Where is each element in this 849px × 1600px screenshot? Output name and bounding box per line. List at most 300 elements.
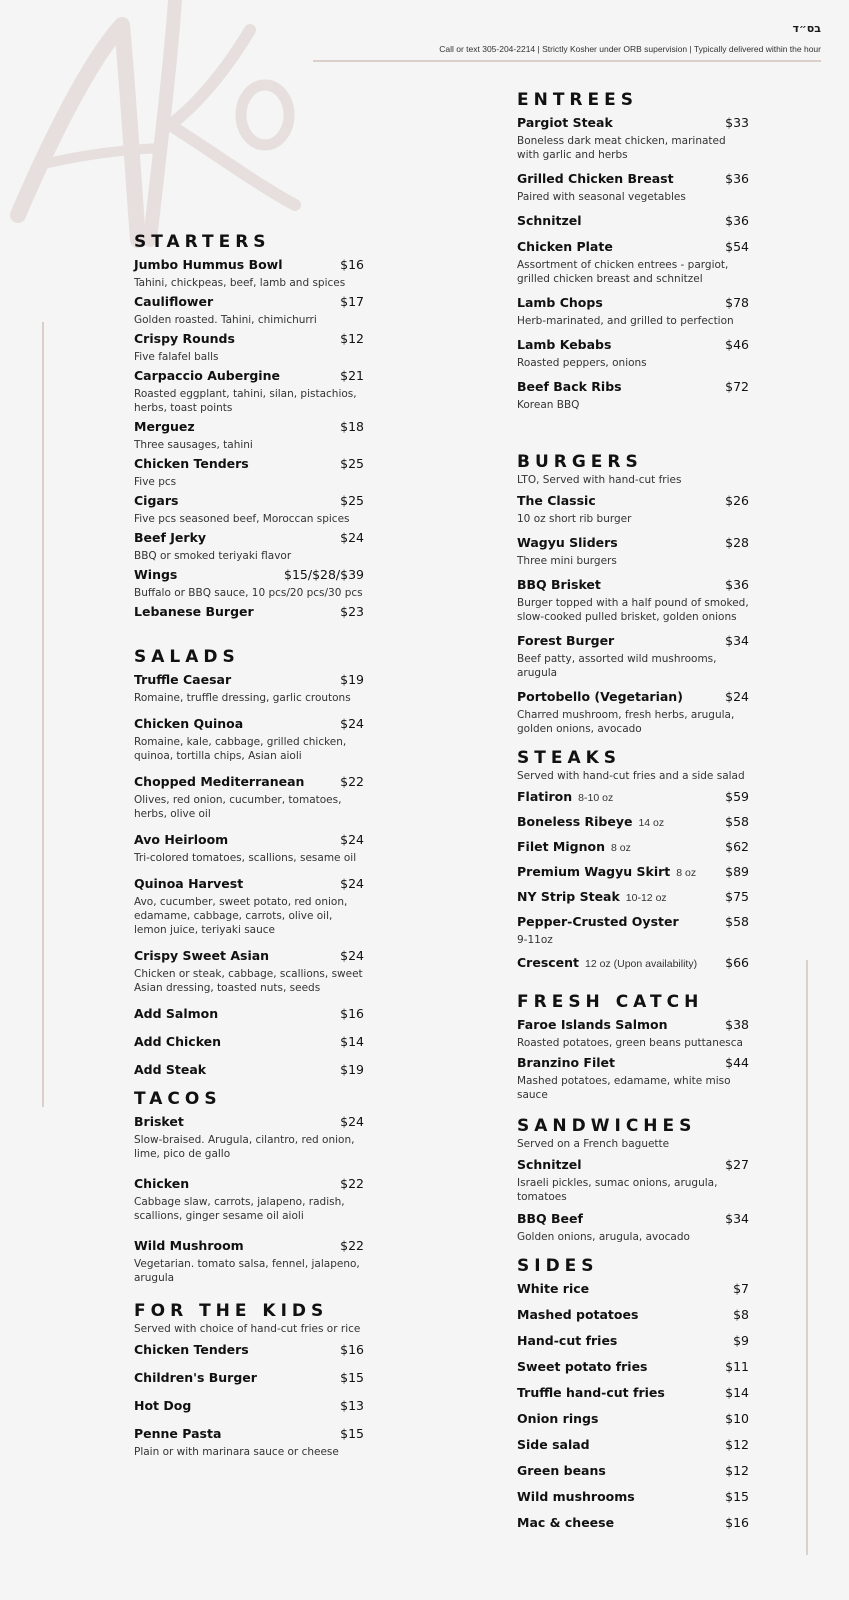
menu-item	[517, 888, 749, 906]
menu-item-price: $36	[725, 171, 749, 186]
menu-item-name: Pargiot Steak	[517, 115, 613, 130]
menu-item-name: Mashed potatoes	[517, 1307, 639, 1322]
contact-info: Call or text 305-204-2214 | Strictly Kosher under ORB supervision | Typically delivered within the hour	[439, 44, 821, 54]
menu-item-row	[517, 913, 749, 931]
section-subtitle: LTO, Served with hand-cut fries	[517, 474, 682, 486]
menu-item-price: $24	[340, 530, 364, 545]
menu-item-row	[134, 1113, 364, 1131]
menu-item-price: $25	[340, 456, 364, 471]
menu-item-row	[517, 294, 749, 312]
section-title: SIDES	[517, 1256, 599, 1276]
menu-item-name-wrap	[517, 170, 674, 188]
menu-item-name-wrap	[517, 863, 696, 881]
menu-item-name: Wild Mushroom	[134, 1238, 244, 1253]
menu-item-price: $15	[340, 1426, 364, 1441]
menu-item-name: Crispy Sweet Asian	[134, 948, 270, 963]
menu-item-name-wrap	[517, 1410, 598, 1428]
menu-item-name: Wild mushrooms	[517, 1489, 635, 1504]
menu-item-name: Beef Jerky	[134, 530, 207, 545]
menu-item	[517, 1436, 749, 1454]
menu-item-name: BBQ Beef	[517, 1211, 583, 1226]
menu-item-name: Penne Pasta	[134, 1426, 222, 1441]
menu-item	[134, 1397, 364, 1415]
menu-item-name-wrap	[517, 378, 622, 396]
menu-item-name: Green beans	[517, 1463, 606, 1478]
menu-item-name-wrap	[517, 1514, 614, 1532]
menu-item-row	[517, 1016, 749, 1034]
menu-item-name-wrap	[134, 330, 235, 348]
menu-item-price: $15	[725, 1489, 749, 1504]
menu-item-price: $38	[725, 1017, 749, 1032]
menu-item-name: Onion rings	[517, 1411, 599, 1426]
menu-item-row	[517, 1210, 749, 1228]
menu-item-description: Buffalo or BBQ sauce, 10 pcs/20 pcs/30 pcs	[134, 587, 363, 599]
menu-item-name-wrap	[517, 1488, 635, 1506]
menu-item-description: Romaine, truffle dressing, garlic croutons	[134, 692, 351, 704]
menu-item-row	[134, 455, 364, 473]
menu-item-row	[517, 1488, 749, 1506]
menu-item-name-wrap	[134, 1061, 206, 1079]
menu-item-name-wrap	[517, 838, 631, 856]
menu-item	[517, 1156, 749, 1204]
menu-item-name: Chopped Mediterranean	[134, 774, 305, 789]
section-subtitle: Served with hand-cut fries and a side salad	[517, 770, 745, 782]
menu-item-description: Herb-marinated, and grilled to perfection	[517, 315, 734, 327]
menu-item	[134, 1033, 364, 1051]
section-title: SALADS	[134, 647, 240, 667]
menu-item-row	[517, 813, 749, 831]
menu-item	[517, 1210, 749, 1244]
menu-item-price: $24	[725, 689, 749, 704]
menu-item	[517, 534, 749, 568]
menu-item	[517, 688, 749, 736]
menu-item-name: Chicken	[134, 1176, 190, 1191]
menu-item-name-wrap	[134, 875, 243, 893]
menu-item-name: Avo Heirloom	[134, 832, 229, 847]
menu-item-description: Slow-braised. Arugula, cilantro, red onion, lime, pico de gallo	[134, 1134, 355, 1160]
menu-item	[134, 1113, 364, 1161]
menu-item-name-wrap	[517, 336, 611, 354]
right-divider	[806, 960, 808, 1555]
menu-item-row	[134, 947, 364, 965]
menu-item-name: Lamb Kebabs	[517, 337, 612, 352]
menu-item-row	[517, 863, 749, 881]
menu-item-name-wrap	[517, 534, 618, 552]
menu-item-name-wrap	[134, 566, 177, 584]
menu-item-name-wrap	[517, 1358, 648, 1376]
section-tacos	[134, 1089, 364, 1285]
menu-item-row	[517, 114, 749, 132]
menu-item-name-wrap	[134, 947, 269, 965]
menu-item-description: Boneless dark meat chicken, marinated with garlic and herbs	[517, 135, 726, 161]
menu-item	[517, 170, 749, 204]
section-fresh-catch	[517, 992, 749, 1102]
menu-item-row	[517, 576, 749, 594]
menu-item-row	[134, 1061, 364, 1079]
menu-item-row	[517, 1514, 749, 1532]
menu-item-name-wrap	[517, 212, 582, 230]
menu-item-name: Schnitzel	[517, 213, 582, 228]
menu-item-name-wrap	[134, 256, 283, 274]
menu-item-row	[134, 671, 364, 689]
menu-item-name-wrap	[134, 715, 243, 733]
menu-item-row	[517, 688, 749, 706]
menu-item	[134, 715, 364, 763]
hebrew-blessing: בס״ד	[792, 22, 821, 35]
menu-item-row	[517, 1436, 749, 1454]
menu-item-price: $75	[725, 889, 749, 904]
section-starters	[134, 232, 364, 621]
menu-item	[134, 1005, 364, 1023]
menu-item	[517, 576, 749, 624]
menu-item-name-wrap	[134, 1113, 184, 1131]
menu-item-row	[517, 1462, 749, 1480]
menu-item-price: $78	[725, 295, 749, 310]
menu-item	[517, 238, 749, 286]
menu-item-name: Premium Wagyu Skirt	[517, 864, 671, 879]
menu-item-portion: 10-12 oz	[625, 892, 667, 904]
menu-item-description: Roasted eggplant, tahini, silan, pistachios, herbs, toast points	[134, 388, 357, 414]
menu-item-name: Lamb Chops	[517, 295, 603, 310]
menu-item-description: Cabbage slaw, carrots, jalapeno, radish, scallions, ginger sesame oil aioli	[134, 1196, 345, 1222]
menu-item-row	[134, 715, 364, 733]
header-divider	[313, 60, 821, 62]
menu-item-description: Charred mushroom, fresh herbs, arugula, golden onions, avocado	[517, 709, 735, 735]
menu-item-row	[134, 875, 364, 893]
menu-item-portion: 12 oz (Upon availability)	[585, 958, 698, 970]
menu-item-name-wrap	[134, 293, 213, 311]
menu-item-name: Chicken Plate	[517, 239, 613, 254]
menu-item-description: Chicken or steak, cabbage, scallions, sweet Asian dressing, toasted nuts, seeds	[134, 968, 363, 994]
menu-item-price: $24	[340, 832, 364, 847]
menu-item-price: $9	[733, 1333, 749, 1348]
menu-item-name-wrap	[134, 1175, 189, 1193]
section-sides	[517, 1256, 749, 1532]
menu-item	[517, 838, 749, 856]
section-subtitle: Served on a French baguette	[517, 1138, 670, 1150]
menu-item-price: $34	[725, 1211, 749, 1226]
menu-item-row	[517, 212, 749, 230]
menu-item-name-wrap	[134, 1341, 249, 1359]
menu-item-name-wrap	[517, 294, 603, 312]
menu-item-name: Faroe Islands Salmon	[517, 1017, 668, 1032]
menu-item-description: Israeli pickles, sumac onions, arugula, tomatoes	[517, 1177, 718, 1203]
menu-item-name: Boneless Ribeye	[517, 814, 633, 829]
menu-item-price: $18	[340, 419, 364, 434]
left-column	[134, 232, 364, 1469]
menu-item-price: $24	[340, 716, 364, 731]
menu-item-price: $58	[725, 814, 749, 829]
menu-item-name-wrap	[517, 1016, 668, 1034]
menu-item	[517, 212, 749, 230]
menu-item-name: Branzino Filet	[517, 1055, 615, 1070]
menu-item-price: $8	[733, 1307, 749, 1322]
menu-item-row	[517, 1384, 749, 1402]
menu-item-name-wrap	[517, 632, 614, 650]
menu-item	[134, 1237, 364, 1285]
menu-item-name-wrap	[517, 1436, 590, 1454]
menu-item	[134, 875, 364, 937]
menu-item-row	[517, 492, 749, 510]
menu-item	[134, 1061, 364, 1079]
menu-item-name: Children's Burger	[134, 1370, 257, 1385]
menu-item-name-wrap	[517, 1332, 617, 1350]
menu-item-name-wrap	[517, 1280, 589, 1298]
menu-item-name: Lebanese Burger	[134, 604, 254, 619]
menu-item-price: $34	[725, 633, 749, 648]
menu-item-name-wrap	[134, 831, 228, 849]
menu-item-price: $46	[725, 337, 749, 352]
menu-item-name-wrap	[134, 671, 231, 689]
section-steaks	[517, 748, 749, 972]
menu-item-name: Chicken Tenders	[134, 456, 249, 471]
menu-item	[134, 566, 364, 600]
menu-item-portion: 14 oz	[638, 817, 665, 829]
menu-item-row	[134, 529, 364, 547]
menu-item-name: The Classic	[517, 493, 596, 508]
menu-item	[517, 378, 749, 412]
menu-item-price: $28	[725, 535, 749, 550]
menu-item-name: Sweet potato fries	[517, 1359, 648, 1374]
menu-item-price: $27	[725, 1157, 749, 1172]
menu-item-price: $14	[340, 1034, 364, 1049]
menu-item-name: Add Salmon	[134, 1006, 219, 1021]
menu-item-name-wrap	[517, 1462, 606, 1480]
menu-item-name: Carpaccio Aubergine	[134, 368, 280, 383]
menu-item-row	[517, 632, 749, 650]
menu-item-row	[134, 603, 364, 621]
menu-item	[134, 256, 364, 290]
menu-item	[517, 788, 749, 806]
menu-item-price: $17	[340, 294, 364, 309]
menu-item-price: $72	[725, 379, 749, 394]
menu-item-description: BBQ or smoked teriyaki flavor	[134, 550, 292, 562]
menu-item-name-wrap	[517, 238, 613, 256]
menu-item-price: $24	[340, 948, 364, 963]
menu-item-portion: 8 oz	[610, 842, 631, 854]
menu-item-price: $16	[340, 257, 364, 272]
menu-item-price: $12	[725, 1463, 749, 1478]
menu-item-name-wrap	[517, 888, 667, 906]
menu-item-name: Flatiron	[517, 789, 573, 804]
menu-item-name: Add Steak	[134, 1062, 207, 1077]
menu-item-row	[134, 293, 364, 311]
menu-item-name-wrap	[517, 492, 596, 510]
menu-item-row	[134, 1425, 364, 1443]
menu-item-description: Burger topped with a half pound of smoked, slow-cooked pulled brisket, golden onions	[517, 597, 749, 623]
menu-item-name: Crescent	[517, 955, 580, 970]
menu-item-price: $11	[725, 1359, 749, 1374]
menu-item-description: 9-11oz	[517, 934, 553, 946]
menu-item-name-wrap	[517, 114, 613, 132]
menu-item-description: Mashed potatoes, edamame, white miso sauce	[517, 1075, 731, 1101]
menu-item-name-wrap	[517, 1210, 583, 1228]
menu-item-price: $16	[340, 1342, 364, 1357]
menu-item-row	[134, 773, 364, 791]
menu-item-description: Three sausages, tahini	[134, 439, 253, 451]
menu-item	[134, 1341, 364, 1359]
menu-item-name-wrap	[134, 529, 206, 547]
menu-item-name-wrap	[517, 788, 613, 806]
menu-item-row	[134, 1175, 364, 1193]
menu-item-row	[517, 954, 749, 972]
menu-item	[517, 1462, 749, 1480]
menu-item-price: $23	[340, 604, 364, 619]
menu-item-price: $66	[725, 955, 749, 970]
menu-item	[517, 1384, 749, 1402]
menu-item	[134, 1175, 364, 1223]
menu-item-name-wrap	[134, 1237, 244, 1255]
menu-item-name: Grilled Chicken Breast	[517, 171, 674, 186]
menu-item-name-wrap	[517, 1156, 582, 1174]
menu-item-row	[134, 1237, 364, 1255]
menu-item	[134, 1425, 364, 1459]
menu-item-price: $25	[340, 493, 364, 508]
menu-item-row	[517, 170, 749, 188]
menu-item	[517, 1488, 749, 1506]
section-sandwiches	[517, 1116, 749, 1244]
menu-item	[134, 671, 364, 705]
menu-item-name-wrap	[517, 813, 664, 831]
menu-item-name-wrap	[134, 492, 178, 510]
menu-item-name: Wagyu Sliders	[517, 535, 618, 550]
menu-item-name-wrap	[134, 1033, 221, 1051]
menu-item-description: Paired with seasonal vegetables	[517, 191, 686, 203]
menu-item-name-wrap	[517, 688, 683, 706]
menu-item-name-wrap	[517, 576, 601, 594]
right-column	[517, 90, 749, 1540]
menu-item	[517, 1306, 749, 1324]
menu-item	[134, 367, 364, 415]
menu-item-price: $24	[340, 1114, 364, 1129]
menu-item-row	[517, 1156, 749, 1174]
menu-item-row	[517, 1054, 749, 1072]
menu-item-description: Romaine, kale, cabbage, grilled chicken, quinoa, tortilla chips, Asian aioli	[134, 736, 347, 762]
menu-item-name-wrap	[134, 455, 249, 473]
menu-item	[517, 114, 749, 162]
menu-item-price: $44	[725, 1055, 749, 1070]
menu-item-name: Truffle Caesar	[134, 672, 232, 687]
menu-item-name: Portobello (Vegetarian)	[517, 689, 683, 704]
menu-item-row	[517, 336, 749, 354]
section-title: FRESH CATCH	[517, 992, 704, 1012]
menu-item-row	[517, 1410, 749, 1428]
menu-item-price: $89	[725, 864, 749, 879]
menu-item-name: Hot Dog	[134, 1398, 192, 1413]
menu-item	[517, 336, 749, 370]
menu-item-row	[517, 238, 749, 256]
menu-item-description: Tri-colored tomatoes, scallions, sesame oil	[134, 852, 357, 864]
menu-item-description: Roasted peppers, onions	[517, 357, 647, 369]
menu-item-row	[134, 831, 364, 849]
menu-item	[517, 1054, 749, 1102]
menu-item-row	[134, 1397, 364, 1415]
menu-item	[517, 632, 749, 680]
menu-item-price: $26	[725, 493, 749, 508]
menu-item-name-wrap	[517, 1306, 638, 1324]
menu-item-name: Side salad	[517, 1437, 590, 1452]
section-title: STEAKS	[517, 748, 622, 768]
menu-item-name: Chicken Tenders	[134, 1342, 249, 1357]
menu-item	[134, 293, 364, 327]
menu-item-name: Hand-cut fries	[517, 1333, 618, 1348]
menu-item-row	[517, 1280, 749, 1298]
menu-item-price: $19	[340, 1062, 364, 1077]
menu-item	[134, 773, 364, 821]
section-title: SANDWICHES	[517, 1116, 697, 1136]
logo-script-mark	[10, 0, 310, 260]
menu-item	[517, 492, 749, 526]
section-title: TACOS	[134, 1089, 222, 1109]
menu-item	[517, 1514, 749, 1532]
menu-item-name: Wings	[134, 567, 178, 582]
menu-item-name-wrap	[517, 1054, 615, 1072]
menu-item	[134, 947, 364, 995]
menu-item-price: $33	[725, 115, 749, 130]
menu-item	[134, 529, 364, 563]
menu-item-row	[134, 367, 364, 385]
menu-item-row	[134, 330, 364, 348]
section-title: BURGERS	[517, 452, 643, 472]
section-subtitle: Served with choice of hand-cut fries or rice	[134, 1323, 361, 1335]
menu-item-name-wrap	[134, 1005, 218, 1023]
menu-item-description: Tahini, chickpeas, beef, lamb and spices	[134, 277, 346, 289]
menu-item-name: NY Strip Steak	[517, 889, 620, 904]
menu-item-price: $19	[340, 672, 364, 687]
menu-item-price: $14	[725, 1385, 749, 1400]
menu-item-price: $12	[340, 331, 364, 346]
menu-item-name: Forest Burger	[517, 633, 615, 648]
menu-item-description: Plain or with marinara sauce or cheese	[134, 1446, 339, 1458]
menu-item-description: Roasted potatoes, green beans puttanesca	[517, 1037, 743, 1049]
menu-item	[517, 863, 749, 881]
section-entrees	[517, 90, 749, 412]
menu-item-name: Add Chicken	[134, 1034, 222, 1049]
menu-item	[134, 603, 364, 621]
section-salads	[134, 647, 364, 1079]
menu-item	[134, 831, 364, 865]
menu-item-name: Beef Back Ribs	[517, 379, 622, 394]
menu-item-price: $59	[725, 789, 749, 804]
menu-item-name: White rice	[517, 1281, 590, 1296]
menu-item-name-wrap	[134, 367, 280, 385]
menu-item-name: Cauliflower	[134, 294, 214, 309]
menu-item-price: $10	[725, 1411, 749, 1426]
menu-item-price: $7	[733, 1281, 749, 1296]
menu-item-name: Filet Mignon	[517, 839, 605, 854]
menu-item-row	[517, 888, 749, 906]
menu-item-row	[134, 418, 364, 436]
menu-item-row	[134, 1369, 364, 1387]
menu-item-row	[517, 1358, 749, 1376]
menu-item-name-wrap	[134, 773, 304, 791]
menu-item-name-wrap	[134, 418, 195, 436]
menu-item-name: Schnitzel	[517, 1157, 582, 1172]
menu-item-price: $36	[725, 213, 749, 228]
menu-item-row	[134, 492, 364, 510]
menu-item-price: $15/$28/$39	[284, 567, 364, 582]
menu-item-price: $24	[340, 876, 364, 891]
menu-item-name: BBQ Brisket	[517, 577, 601, 592]
menu-item-name: Brisket	[134, 1114, 184, 1129]
menu-item	[134, 1369, 364, 1387]
menu-item-row	[517, 1332, 749, 1350]
menu-item-name-wrap	[517, 913, 679, 931]
menu-item-name: Pepper-Crusted Oyster	[517, 914, 679, 929]
menu-item-row	[517, 534, 749, 552]
menu-item-description: Korean BBQ	[517, 399, 580, 411]
menu-item-price: $58	[725, 914, 749, 929]
